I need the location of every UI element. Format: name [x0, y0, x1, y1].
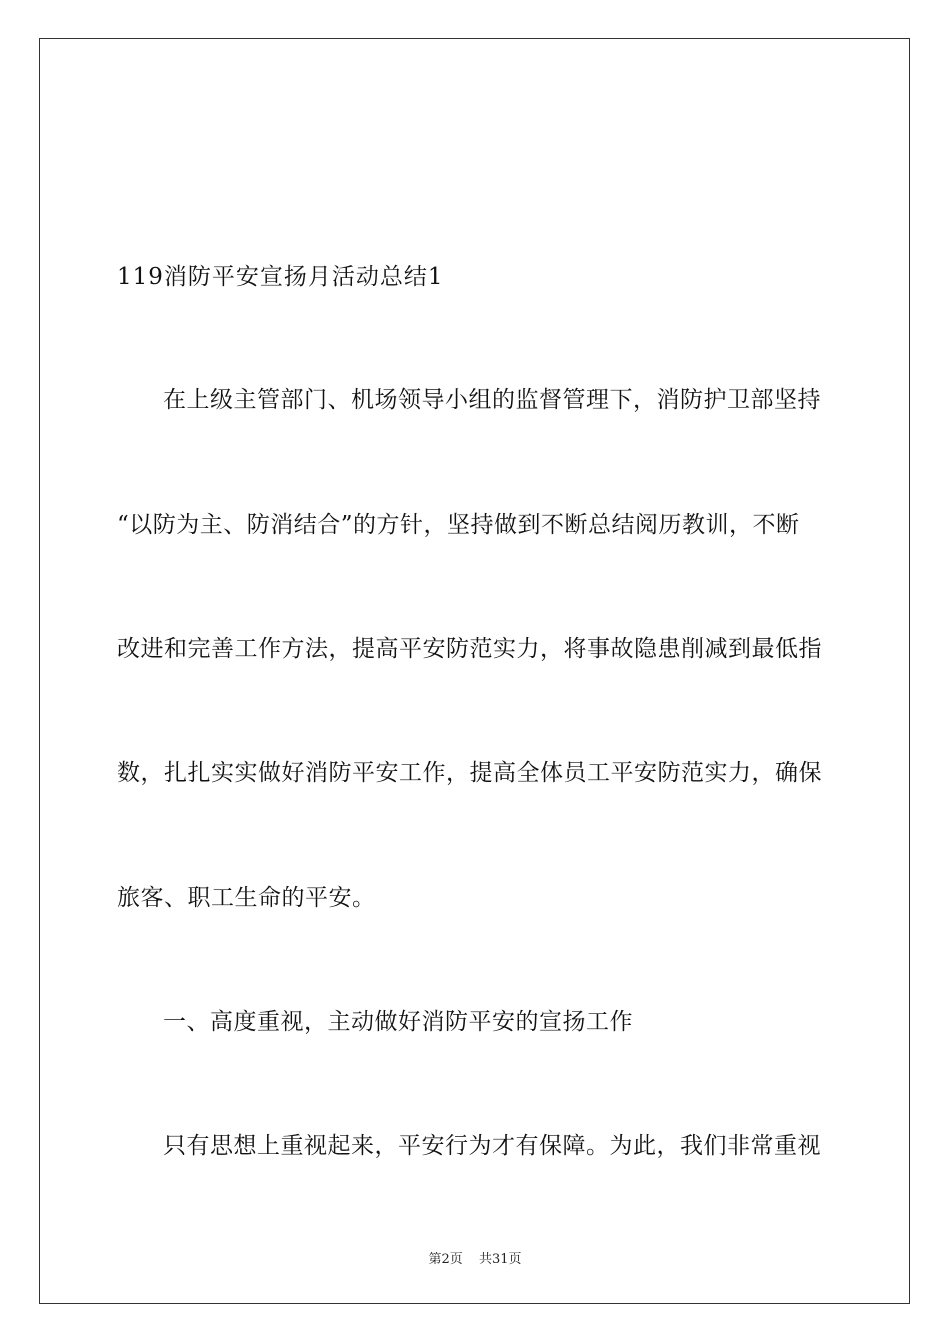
paragraph-line-4: 数，扎扎实实做好消防平安工作，提高全体员工平安防范实力，确保: [117, 760, 822, 786]
paragraph-line-1: 在上级主管部门、机场领导小组的监督管理下，消防护卫部坚持: [163, 387, 821, 413]
paragraph-line-2: “以防为主、防消结合”的方针，坚持做到不断总结阅历教训，不断: [117, 512, 800, 538]
paragraph-line-3: 改进和完善工作方法，提高平安防范实力，将事故隐患削减到最低指: [117, 636, 822, 662]
section-paragraph-line-1: 只有思想上重视起来，平安行为才有保障。为此，我们非常重视: [163, 1133, 821, 1159]
page-number-total: 共31页: [478, 1252, 522, 1267]
section-heading: 一、高度重视，主动做好消防平安的宣扬工作: [163, 1009, 633, 1035]
page-footer: [0, 1248, 950, 1267]
paragraph-line-5: 旅客、职工生命的平安。: [117, 885, 376, 911]
document-title: 119消防平安宣扬月活动总结1: [117, 264, 444, 290]
page-number-current: 第2页: [428, 1252, 463, 1267]
page-frame: [39, 38, 910, 1304]
